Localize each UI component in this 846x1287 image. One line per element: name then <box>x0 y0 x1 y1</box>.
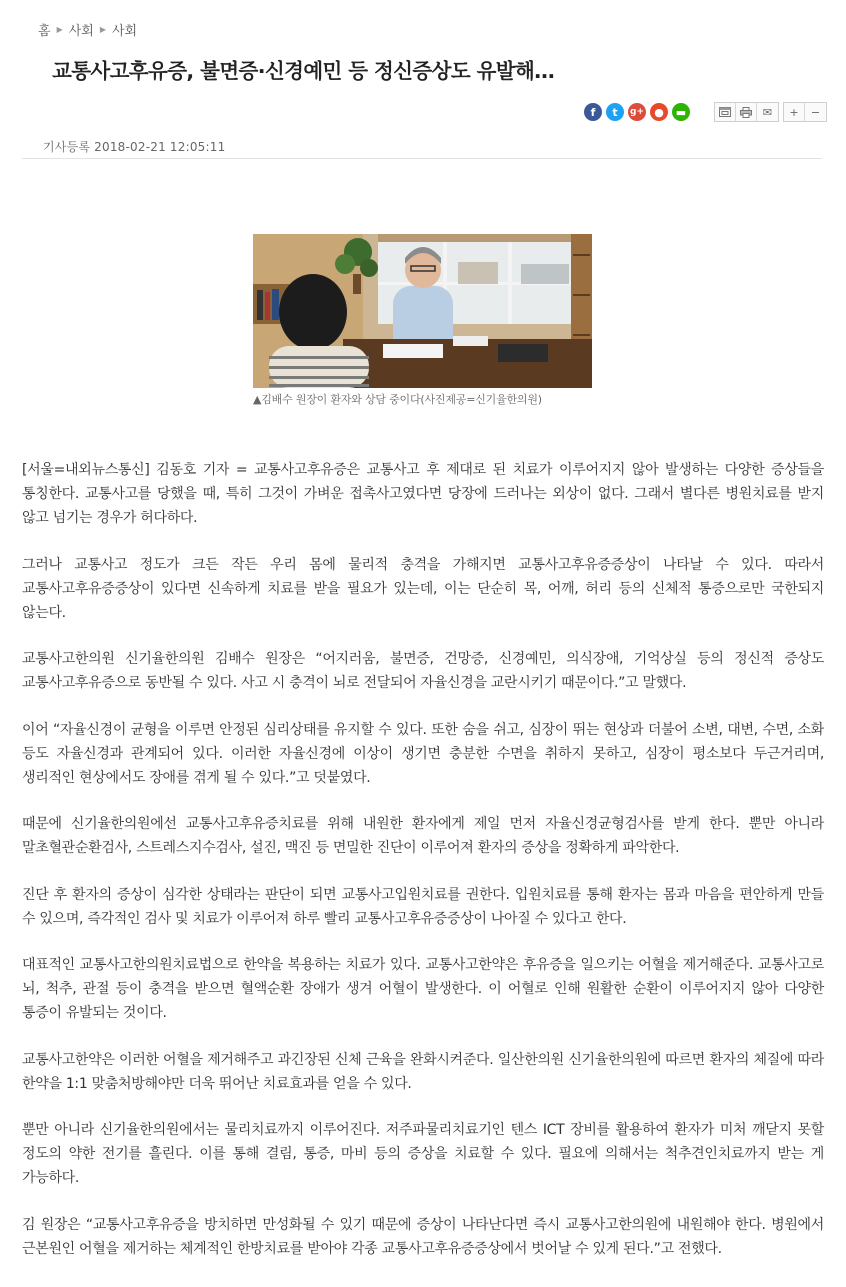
open-window-icon[interactable] <box>715 103 736 121</box>
email-icon[interactable]: ✉ <box>757 103 778 121</box>
chevron-right-icon: ▶ <box>99 24 106 34</box>
article-paragraph: 교통사고한의원 신기율한의원 김배수 원장은 “어지러움, 불면증, 건망증, 신경예민, 의식장애, 기억상실 등의 정신적 증상도 교통사고후유증으로 동반될 수 있다. 사고 시 충격이 뇌로 전달되어 자율신경을 교란시키기 때문이다.”고 말했다. <box>22 651 824 692</box>
facebook-share-icon[interactable]: f <box>584 103 602 121</box>
print-icon[interactable] <box>736 103 757 121</box>
article-paragraph: 때문에 신기율한의원에선 교통사고후유증치료를 위해 내원한 환자에게 제일 먼저 자율신경균형검사를 받게 한다. 뿐만 아니라 말초혈관순환검사, 스트레스지수검사, 설진, 맥진 등 면밀한 진단이 이루어져 환자의 증상을 정확하게 파악한다. <box>22 816 824 857</box>
article-title: 교통사고후유증, 불면증·신경예민 등 정신증상도 유발해… <box>52 59 555 83</box>
article-paragraph: 그러나 교통사고 정도가 크든 작든 우리 몸에 물리적 충격을 가해지면 교통사고후유증증상이 나타날 수 있다. 따라서 교통사고후유증증상이 있다면 신속하게 치료를 받을 필요가 있는데, 이는 단순히 목, 어깨, 허리 등의 신체적 통증으로만 국한되지 않는다. <box>22 556 824 622</box>
breadcrumb-home[interactable]: 홈 <box>38 23 51 39</box>
article-paragraph: 대표적인 교통사고한의원치료법으로 한약을 복용하는 치료가 있다. 교통사고한약은 후유증을 일으키는 어혈을 제거해준다. 교통사고로 뇌, 척추, 관절 등이 충격을 받으면 혈액순환 장애가 생겨 어혈이 발생한다. 이 어혈로 인해 원활한 순환이 이루어지지 않아 다양한 통증이 유발되는 것이다. <box>22 957 824 1022</box>
article-paragraph: 교통사고한약은 이러한 어혈을 제거해주고 과긴장된 신체 근육을 완화시켜준다. 일산한의원 신기율한의원에 따르면 환자의 체질에 따라 한약을 1:1 맞춤처방해야만 더욱 뛰어난 치료효과를 얻을 수 있다. <box>22 1051 824 1092</box>
kakaostory-share-icon[interactable]: ● <box>650 103 668 121</box>
breadcrumb-subsection[interactable]: 사회 <box>112 23 138 39</box>
googleplus-share-icon[interactable]: g+ <box>628 103 646 121</box>
article-toolbar <box>584 102 827 122</box>
article-body <box>22 458 824 1283</box>
font-increase-button[interactable]: + <box>784 103 805 121</box>
band-share-icon[interactable]: ▬ <box>672 103 690 121</box>
font-decrease-button[interactable]: − <box>805 103 826 121</box>
article-date: 기사등록 2018-02-21 12:05:11 <box>43 140 226 154</box>
font-size-group <box>783 102 827 122</box>
article-paragraph: [서울=내외뉴스통신] 김동호 기자 = 교통사고후유증은 교통사고 후 제대로 된 치료가 이루어지지 않아 발생하는 다양한 증상들을 통칭한다. 교통사고를 당했을 때, 특히 그것이 가벼운 접촉사고였다면 당장에 드러나는 외상이 없다. 그래서 별다른 병원치료를 받지 않고 넘기는 경우가 허다하다. <box>22 462 824 527</box>
header-divider <box>22 158 822 159</box>
article-paragraph: 김 원장은 “교통사고후유증을 방치하면 만성화될 수 있기 때문에 증상이 나타난다면 즉시 교통사고한의원에 내원해야 한다. 병원에서 근본원인 어혈을 제거하는 체계적인 한방치료를 받아야 각종 교통사고후유증증상에서 벗어날 수 있게 된다.”고 전했다. <box>22 1216 824 1257</box>
article-paragraph: 이어 “자율신경이 균형을 이루면 안정된 심리상태를 유지할 수 있다. 또한 숨을 쉬고, 심장이 뛰는 현상과 더불어 소변, 대변, 수면, 소화 등도 자율신경과 관계되어 있다. 이러한 자율신경에 이상이 생기면 충분한 수면을 취하지 못하고, 심장이 평소보다 두근거리며, 생리적인 현상에서도 장애를 겪게 될 수 있다.”고 덧붙였다. <box>22 721 824 787</box>
article-photo <box>253 234 592 388</box>
photo-caption: ▲김배수 원장이 환자와 상담 중이다(사진제공=신기율한의원) <box>253 393 542 406</box>
twitter-share-icon[interactable]: t <box>606 103 624 121</box>
breadcrumb-section[interactable]: 사회 <box>68 23 94 39</box>
chevron-right-icon: ▶ <box>56 24 63 34</box>
article-utility-group <box>714 102 779 122</box>
breadcrumb <box>38 20 137 38</box>
article-paragraph: 진단 후 환자의 증상이 심각한 상태라는 판단이 되면 교통사고입원치료를 권한다. 입원치료를 통해 환자는 몸과 마음을 편안하게 만들 수 있으며, 즉각적인 검사 및 치료가 이루어져 하루 빨리 교통사고후유증증상이 나아질 수 있다고 한다. <box>22 886 824 927</box>
article-paragraph: 뿐만 아니라 신기율한의원에서는 물리치료까지 이루어진다. 저주파물리치료기인 텐스 ICT 장비를 활용하여 환자가 미처 깨닫지 못할 정도의 약한 전기를 흘린다. 이를 통해 결림, 통증, 마비 등의 증상을 치료할 수 있다. 필요에 의해서는 척추견인치료까지 받는 게 가능하다. <box>22 1122 824 1187</box>
